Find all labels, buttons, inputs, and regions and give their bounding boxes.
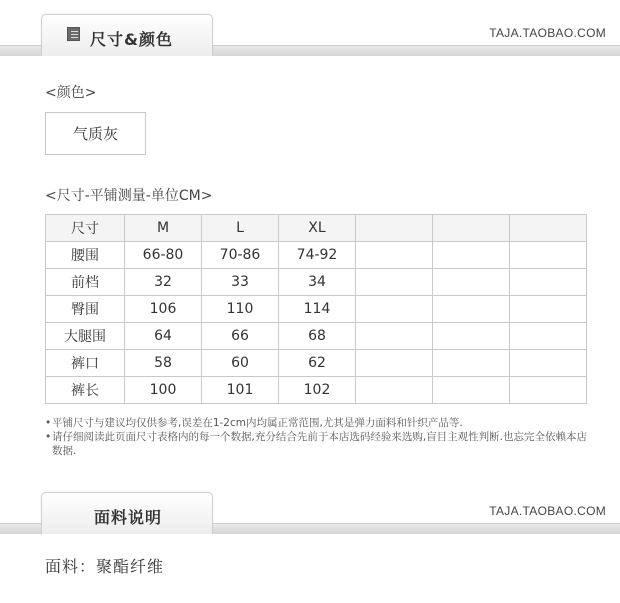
- table-row: [46, 242, 587, 269]
- document-icon: [67, 27, 80, 41]
- table-cell: [356, 323, 433, 350]
- table-cell: 110: [202, 296, 279, 323]
- table-header-cell: 尺寸: [46, 215, 125, 242]
- table-cell: 74-92: [279, 242, 356, 269]
- table-cell: 106: [125, 296, 202, 323]
- store-url: TAJA.TAOBAO.COM: [489, 26, 606, 40]
- bullet: •: [45, 417, 52, 429]
- size-label: <尺寸-平铺测量-单位CM>: [45, 188, 213, 204]
- table-cell: [510, 296, 587, 323]
- table-row: [46, 269, 587, 296]
- bullet: •: [45, 431, 52, 443]
- table-cell: 腰围: [46, 242, 125, 269]
- note-text: 平铺尺寸与建议均仅供参考,误差在1-2cm内均属正常范围,尤其是弹力面料和针织产品等.: [52, 417, 463, 429]
- table-header-cell: L: [202, 215, 279, 242]
- table-header-cell: [433, 215, 510, 242]
- table-cell: [356, 377, 433, 404]
- table-cell: 58: [125, 350, 202, 377]
- table-cell: 60: [202, 350, 279, 377]
- note-text: 请仔细阅读此页面尺寸表格内的每一个数据,充分结合先前于本店选码经验来选购,盲目主观性判断.也忘完全依赖本店数据.: [52, 431, 588, 457]
- table-cell: [433, 242, 510, 269]
- table-cell: [356, 242, 433, 269]
- table-cell: 100: [125, 377, 202, 404]
- table-cell: [510, 377, 587, 404]
- table-cell: 32: [125, 269, 202, 296]
- table-header-row: [46, 215, 587, 242]
- table-header-cell: [510, 215, 587, 242]
- table-cell: [510, 350, 587, 377]
- note-item: [45, 416, 595, 430]
- table-cell: 102: [279, 377, 356, 404]
- table-cell: [433, 269, 510, 296]
- table-header-cell: [356, 215, 433, 242]
- notes: [45, 416, 595, 458]
- section-header-size-color: [0, 14, 620, 56]
- table-header-cell: XL: [279, 215, 356, 242]
- table-cell: [356, 269, 433, 296]
- table-cell: [433, 377, 510, 404]
- table-cell: 66: [202, 323, 279, 350]
- size-table: [45, 214, 587, 404]
- section-title: 尺寸&颜色: [90, 30, 173, 49]
- table-cell: 68: [279, 323, 356, 350]
- table-cell: [356, 350, 433, 377]
- table-cell: 66-80: [125, 242, 202, 269]
- table-cell: 101: [202, 377, 279, 404]
- table-cell: 裤长: [46, 377, 125, 404]
- table-cell: 114: [279, 296, 356, 323]
- header-tab: [41, 492, 213, 534]
- table-header-cell: M: [125, 215, 202, 242]
- table-cell: 大腿围: [46, 323, 125, 350]
- table-cell: [433, 296, 510, 323]
- table-cell: 臀围: [46, 296, 125, 323]
- table-cell: [433, 350, 510, 377]
- table-cell: 62: [279, 350, 356, 377]
- table-cell: 34: [279, 269, 356, 296]
- table-cell: 裤口: [46, 350, 125, 377]
- store-url: TAJA.TAOBAO.COM: [489, 504, 606, 518]
- table-cell: [433, 323, 510, 350]
- table-row: [46, 377, 587, 404]
- header-tab: [41, 14, 213, 56]
- table-cell: [356, 296, 433, 323]
- section-header-fabric: [0, 492, 620, 534]
- color-swatch: 气质灰: [45, 112, 146, 155]
- table-row: [46, 296, 587, 323]
- table-row: [46, 323, 587, 350]
- table-row: [46, 350, 587, 377]
- table-cell: 70-86: [202, 242, 279, 269]
- section-title: 面料说明: [94, 508, 163, 527]
- table-cell: [510, 242, 587, 269]
- color-label: <颜色>: [45, 85, 97, 101]
- table-cell: [510, 269, 587, 296]
- table-cell: 64: [125, 323, 202, 350]
- table-cell: 33: [202, 269, 279, 296]
- fabric-info: 面料：聚酯纤维: [45, 557, 165, 576]
- table-cell: 前档: [46, 269, 125, 296]
- note-item: [45, 430, 595, 458]
- table-cell: [510, 323, 587, 350]
